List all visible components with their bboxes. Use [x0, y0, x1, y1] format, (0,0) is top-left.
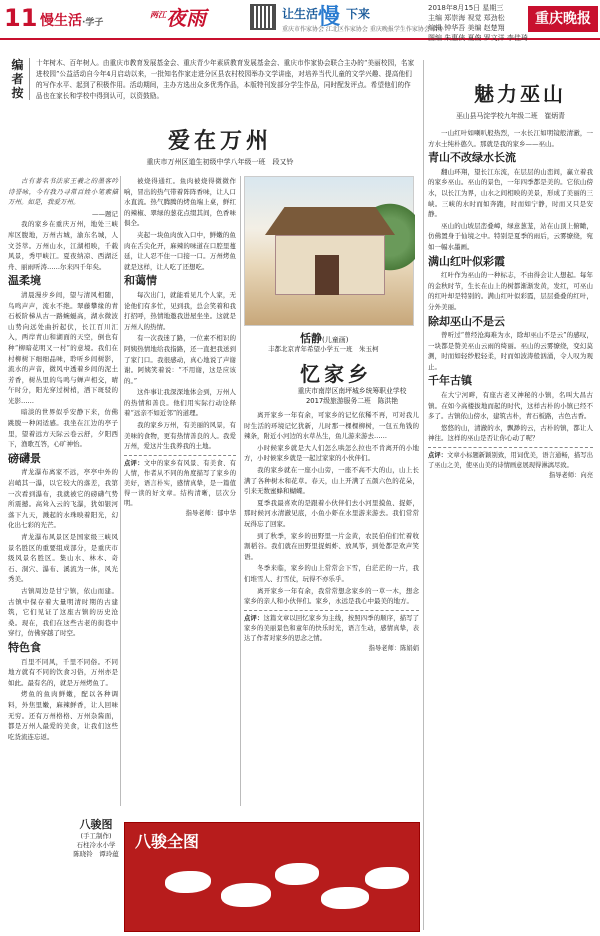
article2-teacher: 指导老师：陈娟娟	[368, 644, 419, 652]
article2-p6: 冬季来临，家乡的山上常常会下雪，白茫茫的一片，我们堆雪人、打雪仗，玩得不亦乐乎。	[244, 564, 419, 583]
article1-heading-grand: 磅礴景	[8, 451, 41, 465]
article3-heading-2: 满山红叶似彩霞	[428, 254, 505, 268]
article1-comment-label: 点评：	[124, 459, 144, 467]
issue-editor-2: 编辑 钟华吾 美编 赵楚翔	[428, 24, 505, 32]
article2-p2: 小时候家乡就是大人们怎么哄怎么拉也不肯离开的小地方，小时候家乡就是一起过家家的小伙伴们。	[244, 443, 419, 463]
article2-comment	[244, 610, 419, 654]
article3-p4: 曾听过“曾经沧海难为水，除却巫山不是云”的感叹，一块都是赞美巫山云雨的绮丽。巫山的云雾缭绕，变幻莫测，时而如轻纱般轻柔，时而如波涛般汹涌，令人叹为观止。	[428, 331, 593, 371]
article2-comment-label: 点评：	[244, 614, 264, 622]
article1-teacher: 指导老师：郁中华	[185, 509, 236, 517]
painting-door	[315, 255, 339, 295]
article3-p2: 巫山的山坡层峦叠嶂，绿意葱茏，站在山顶上俯瞰，仿佛置身于仙境之中。特别是夏季的雨后，云雾缭绕，宛如一幅水墨画。	[428, 221, 593, 251]
article2-p1: 离开家乡一年有余，可家乡的记忆依稀不再，可对我儿时生活的环境记忆犹新，儿时那一棵棵柳树，一包五角钱的辣条，附近小河边的水草丛生，鱼儿游来游去……	[244, 411, 419, 441]
article1-heading-food: 特色食	[8, 640, 41, 654]
yeyu-logo-sup: 两江	[150, 9, 166, 20]
article1-p1: 我的家乡在重庆万州，地处三峡库区腹地，万州古城，渝东名城，人文荟萃。万州山水，江湖相映，千载风景，秀甲峡江。夏夜纳凉、西湖泛舟、丽雨听涛……尔来四千年矣。	[8, 220, 118, 271]
article3-comment	[428, 447, 593, 481]
article1-comment-text: 文中的家乡有风景、有美食、有人情，作者从不同的角度描写了家乡的美好，语言朴实，感情真挚，是一篇值得一读的好文章。结构清晰，层次分明。	[124, 459, 237, 507]
masthead	[0, 0, 600, 40]
issue-editor-3: 图编 朱惠侠 夏俊 罗文洋 李佳琦	[428, 34, 528, 42]
horse-shape	[321, 887, 369, 909]
col2-p3: 每次出门，就能看见几个人家，无论他们有多忙，见到我，总会笑着和我打招呼，热情地邀我进屋坐坐。这就是万州人的热情。	[124, 290, 236, 331]
article3-comment-label: 点评：	[428, 452, 448, 460]
qr-code-icon	[250, 4, 276, 30]
col2-p4: 有一次我迷了路，一位素不相识的阿姨热情地给我指路，还一直把我送到了家门口。我很感动，真心地说了声谢谢。阿姨笑着说：“不用谢，这是应该的。”	[124, 334, 236, 385]
article3-byline: 巫山县马淀学校九年级二班 崔炳青	[456, 112, 565, 120]
article1-intro-sig: ——题记	[92, 209, 118, 218]
issue-editor: 主编 郑崇海 视觉 郑劲松	[428, 14, 505, 22]
article2-comment-text: 这篇文章以回忆家乡为主线，按照四季的顺序，描写了家乡的美丽景色和童年的快乐时光，语言生动，感情真挚，表达了作者对家乡的思念之情。	[244, 614, 420, 642]
article1-heading-climate: 温柔境	[8, 274, 41, 288]
section-title	[40, 10, 103, 30]
article2-school: 重庆市南岸区南坪城乡统筹职业学校	[297, 387, 407, 395]
column-divider	[120, 176, 121, 806]
article3-p6: 悠悠的山，清澈的水，飘渺的云，古朴的镇，都让人神往。这样的巫山是否让你心动了呢？	[428, 423, 593, 443]
col2-p1: 被烧得通红。鱼肉被烧得微微作响，冒出的热气带着阵阵香味，让人口水直流。热气腾腾的烤鱼端上桌，鲜红的辣椒、翠绿的葱花点缀其间，色香味俱全。	[124, 177, 236, 228]
col2-p2: 夹起一块鱼肉放入口中，鲜嫩的鱼肉在舌尖化开，麻辣的味道在口腔里蔓延，让人忍不住一口接一口。万州烤鱼就是这样，让人吃了还想吃。	[124, 230, 236, 271]
article1-heading-love: 和蔼情	[124, 274, 157, 288]
article3-intro: 一山红叶如喇叭般热烈，一水长江如明镜般清澈，一方水土纯朴憨久。那就是我的家乡——巫山。	[428, 129, 593, 148]
section-name: 慢生活	[40, 13, 82, 29]
brand-logo: 重庆晚报	[528, 6, 598, 32]
painting-roof	[265, 207, 395, 235]
article3-heading-3: 除却巫山不是云	[428, 314, 505, 328]
article3-heading-4: 千年古镇	[428, 374, 472, 388]
slow-life-logo-sub: 重庆市作家协会 江北区作家协会 重庆晚报学生作家协会 合办	[282, 26, 444, 33]
issue-date: 2018年8月15日 星期三	[428, 4, 504, 12]
yeyu-logo-text: 夜雨	[166, 6, 206, 30]
article2-byline	[282, 386, 422, 406]
article3-comment-text: 文章小标题新颖别致，用词优美，语言通畅，描写出了巫山之美，使巫山美的诗情画意展现得淋漓尽致。	[428, 452, 594, 470]
horse-shape	[165, 871, 211, 893]
painting-caption-note: (儿童画)	[322, 336, 349, 344]
article1-p7: 百里不同风，千里不同俗。不同地方就有不同的饮食习俗，万州亦是如此。最有名的，就是万州烤鱼了。	[8, 657, 118, 687]
horse-shape	[365, 867, 409, 889]
slow-life-logo-b: 慢	[318, 4, 341, 30]
eight-horses-image	[124, 822, 420, 932]
article1-p3: 暗淡的世界似乎安静下来，仿佛跳脱一种闲适感。我坐在江边的亭子里，望着远方天际云卷云舒，夕阳西下，渔歌互答，心旷神怡。	[8, 408, 118, 449]
article1-comment	[124, 455, 236, 519]
article1-p6: 古镇周边是甘宁镇，依山而建。古镇中保存着大量明清时期的古建筑，它们见证了这座古镇的历史沧桑。现在，我们在这些古老的街巷中穿行，仿佛穿越了时空。	[8, 586, 118, 638]
article1-p8: 烤鱼的鱼肉鲜嫩，配以各种调料，外焦里嫩，麻辣鲜香，让人回味无穷。还有万州格格、万州杂酱面，都是万州人最爱的美食，让我们这些吃货流连忘返。	[8, 690, 118, 741]
article1-p5: 青龙瀑布风景区是国家级三峡风景名胜区的重要组成部分，是重庆市级风景名胜区。集山水、林木、奇石、洞穴、瀑布、溪流为一体，风光秀美。	[8, 533, 118, 584]
article2-p5: 到了秋季，家乡的田野里一片金黄，农民伯伯们忙着收割稻谷。我们就在田野里捉蚂蚱、放风筝，到处都是欢声笑语。	[244, 531, 419, 561]
editor-note: 十年树木、百年树人。由重庆市教育发展基金会、重庆青少年素质教育发展基金会、重庆市作家协会联合主办的“美丽校园，名家进校园”公益活动自今年4月启动以来，一批知名作家走进分区县农村校园举办文学讲座，对培养当代儿童的文学兴趣、提高他们的写作水平、起到了积极作用。活动期间，主办方选出众多优秀作品，本版特刊发部分学生作品，同时配发评点。希望他们的作品也在家长和学校中得到认可，以资鼓励。	[36, 59, 415, 100]
section-sub: ·学子	[82, 18, 104, 28]
article2-author: 2017级旅游服务二班 陈洪艳	[305, 397, 399, 405]
horse-caption-school: 石柱冷水小学	[76, 841, 116, 849]
issue-info	[428, 3, 528, 43]
column-divider	[240, 176, 241, 806]
article1-p2: 清晨漫步乡间，望与清风相随，鸟鸣声声，流水不绝。翠藤攀缘的青石板阶梯从古一路蜿蜒高，湖水微波山势向远处曲折起伏，长江百川汇入，两岸青山和湖面的天空，倒也有种“柳暗花明又一村”的意境。我们在村柳树下细细品味，聆听乡间树影，流水的声音，微风中透着乡间的泥土芳香，树丛里的鸟鸣与蝉声相交，晴午时分，阳光穿过树梢，洒下斑驳的光影……	[8, 290, 118, 405]
slow-life-logo-a: 让生活	[282, 7, 319, 21]
article3-teacher: 指导老师：向亮	[548, 472, 593, 480]
article3-column	[428, 128, 593, 928]
article2-column	[244, 410, 419, 820]
horse-shape	[275, 863, 319, 885]
article3-p5: 在大宁河畔，有座古老又神秘的小镇，名叫大昌古镇。在如今高楼拔地而起的时代，这样古朴的小镇已经不多了。古镇依山傍水，建筑古朴，青石板路，古色古香。	[428, 391, 593, 421]
article2-title: 忆家乡	[300, 362, 372, 386]
painting-caption-author: 丰都北京青年希望小学五一班 朱玉柯	[268, 345, 379, 353]
yeyu-logo	[150, 2, 206, 31]
horse-shape	[221, 883, 271, 907]
horse-caption-title: 八骏图	[79, 818, 113, 831]
article1-column-2	[124, 176, 236, 746]
article3-title: 魅力巫山	[474, 82, 566, 106]
horse-caption-author: 陈晓铃 谭玲蕴	[73, 850, 119, 858]
painting-caption-title: 恬静	[300, 332, 322, 345]
article1-byline: 重庆市万州区道生初级中学八年级一班 段又铃	[146, 158, 294, 166]
column-divider	[423, 60, 424, 930]
horse-caption	[66, 818, 126, 859]
article1-p4: 青龙瀑布离家不远，亭亭中外的岩峭其一瀑，以它较大的落差，我第一次看到瀑布，我就被它的磅礴气势所震撼。高耸入云的飞瀑，犹如银河落下九天，溅起的水珠映着阳光，幻化出七彩的光芒。	[8, 468, 118, 530]
child-painting-image	[244, 176, 414, 326]
article2-p7: 离开家乡一年有余，我常常想念家乡的一草一木，想念家乡的亲人和小伙伴们。家乡，永远是我心中最美的地方。	[244, 586, 419, 606]
article3-p1: 翻山环翔，望长江东流，在层层的山峦间，赢立着我的家乡巫山。巫山的景色，一年四季都是美的。它依山傍水，以长江为界，山水之间相映的美景，形成了美丽的三峡。三峡的水时而如奔跑，时而如宁静，时而又只是安静。	[428, 167, 593, 219]
editor-note-tag: 编者按	[8, 58, 30, 100]
article2-p3: 我的家乡就在一座小山旁，一座不高不大的山，山上长满了各种树木和花草。春天，山上开满了五颜六色的花朵，引来无数蜜蜂和蝴蝶。	[244, 465, 419, 496]
article1-title: 爱在万州	[167, 128, 272, 154]
article3-heading-1: 青山不改绿水长流	[428, 151, 516, 165]
col2-p5: 这件事让我深深地体会到，万州人的热情和善良。他们用实际行动诠释着“远亲不如近邻”的道理。	[124, 388, 236, 418]
article1-column	[8, 176, 118, 741]
article1-intro: 古有著名书法家王羲之的墨客吟诗誉咏，今有我乃寻常百姓小笔素描万州。如是，我爱万州。	[8, 177, 118, 207]
article3-p3: 红叶作为巫山的一种标志，不由得会让人想起。每年的金秋时节，生长在山上的树都渐渐发黄，发红，可巫山的红叶却是特别的。满山红叶似彩霞，层层叠叠的红叶，分外美丽。	[428, 271, 593, 311]
page-number: 11	[4, 4, 38, 32]
horse-banner: 八骏全图	[135, 832, 200, 851]
article2-p4: 夏季我最喜欢的是跟着小伙伴们去小河里摸鱼、捉虾，那时候河水清澈见底，小鱼小虾在水里游来游去。我们常常玩得忘了回家。	[244, 498, 419, 528]
col2-p6: 我的家乡万州，有美丽的风景，有美味的食物，更有热情善良的人。我爱万州，爱这片生我养我的土地。	[124, 421, 236, 451]
horse-caption-note: (手工制作)	[80, 832, 112, 840]
slow-life-logo-c: 下来	[346, 7, 371, 21]
